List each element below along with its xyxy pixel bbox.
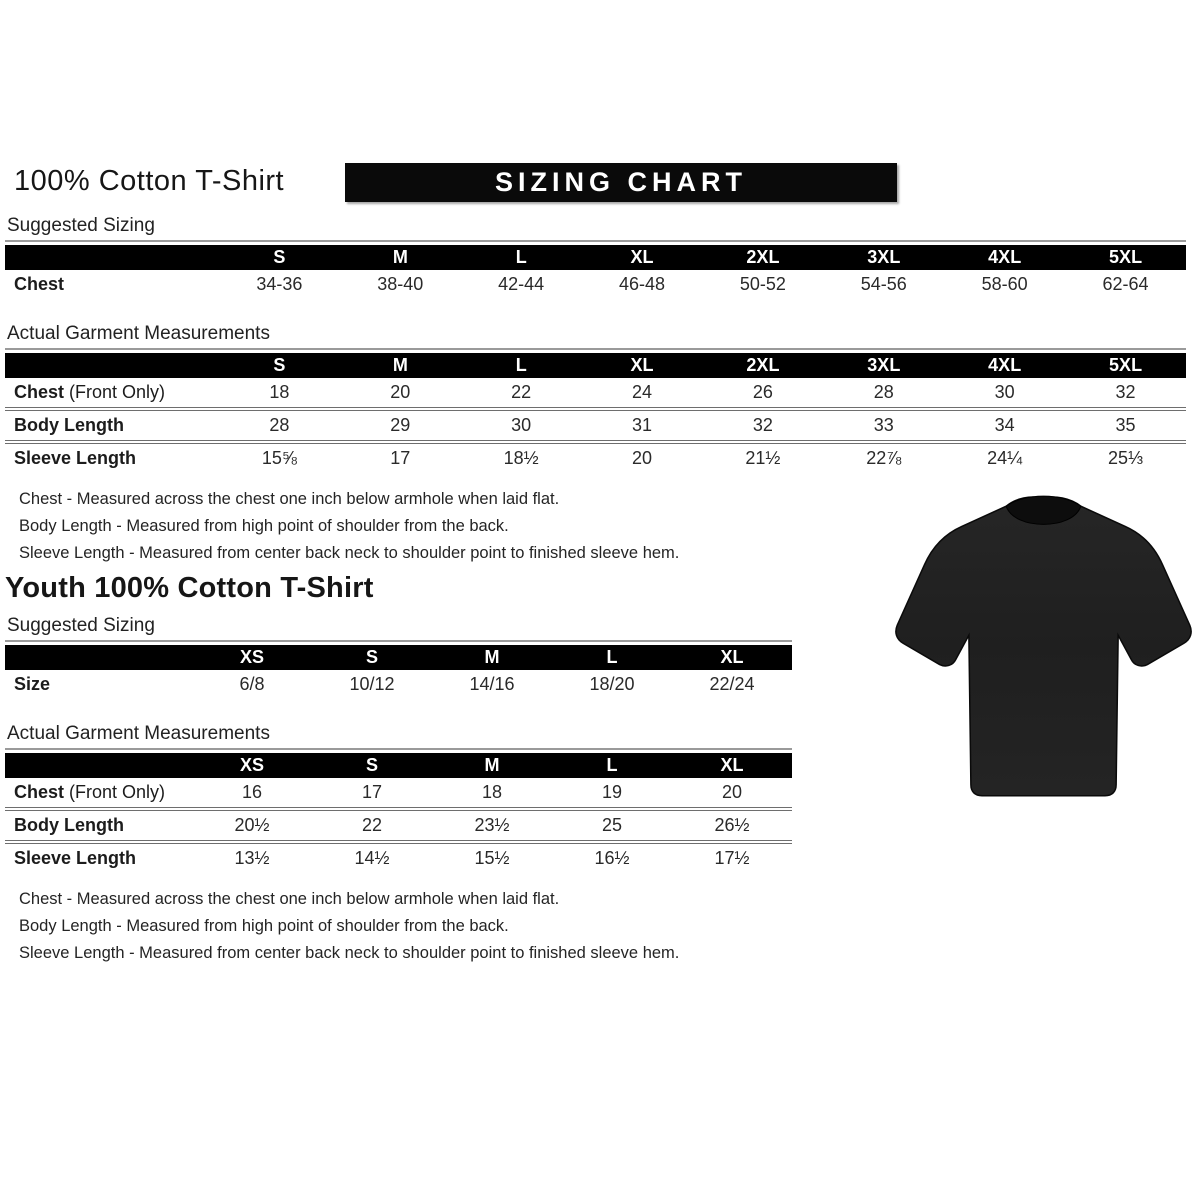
measurement-value: 20 <box>721 782 743 802</box>
measurement-value: 26 <box>752 382 773 402</box>
size-header-row <box>5 353 1186 378</box>
measurement-value: 28 <box>873 382 894 402</box>
measurement-row-label: Sleeve Length <box>5 842 192 873</box>
measurement-value: 30 <box>461 409 582 442</box>
youth-suggested-sizing-table <box>5 645 792 699</box>
measurement-value: 18 <box>269 382 290 402</box>
measurement-value: 35 <box>1065 409 1186 442</box>
measurement-value: 58-60 <box>981 274 1028 294</box>
measurement-value: 18 <box>481 782 503 802</box>
measurement-value: 13½ <box>192 842 312 873</box>
measurement-value: 22/24 <box>709 674 755 694</box>
measurement-value: 31 <box>582 409 703 442</box>
size-column-header: XS <box>192 753 312 778</box>
measurement-row <box>5 778 792 809</box>
page-title: 100% Cotton T-Shirt <box>14 165 285 197</box>
measurement-row <box>5 378 1186 409</box>
note-chest: Chest - Measured across the chest one inch below armhole when laid flat. <box>19 890 560 908</box>
note-chest: Chest - Measured across the chest one inch below armhole when laid flat. <box>19 490 560 508</box>
youth-measurement-notes <box>19 886 792 967</box>
measurement-row-label: Chest <box>14 274 65 294</box>
measurement-value: 26½ <box>672 809 792 842</box>
measurement-value: 24 <box>632 382 653 402</box>
measurement-value: 19 <box>601 782 623 802</box>
size-header-row <box>5 645 792 670</box>
measurement-row <box>5 270 1186 299</box>
size-column-header: XL <box>582 245 703 270</box>
measurement-value: 32 <box>703 409 824 442</box>
youth-suggested-sizing-label: Suggested Sizing <box>5 615 792 642</box>
size-column-header: M <box>340 353 461 378</box>
size-header-row <box>5 245 1186 270</box>
note-sleeve-length: Sleeve Length - Measured from center back neck to shoulder point to finished sleeve hem. <box>19 944 680 962</box>
size-header-spacer <box>5 645 192 670</box>
size-column-header: M <box>432 753 552 778</box>
size-column-header: XL <box>672 645 792 670</box>
measurement-value: 15⅝ <box>219 442 340 473</box>
measurement-value: 20 <box>390 382 411 402</box>
size-column-header: 4XL <box>944 353 1065 378</box>
measurement-value: 16 <box>241 782 263 802</box>
size-column-header: L <box>552 645 672 670</box>
measurement-value: 18½ <box>461 442 582 473</box>
size-column-header: 2XL <box>703 353 824 378</box>
measurement-value: 17 <box>340 442 461 473</box>
size-column-header: L <box>552 753 672 778</box>
measurement-value: 32 <box>1115 382 1136 402</box>
page-header <box>0 163 1200 205</box>
adult-actual-measurements-table <box>5 353 1186 473</box>
measurement-value: 17½ <box>672 842 792 873</box>
size-column-header: XS <box>192 645 312 670</box>
size-column-header: S <box>219 353 340 378</box>
measurement-value: 22 <box>511 382 532 402</box>
measurement-value: 16½ <box>552 842 672 873</box>
size-header-spacer <box>5 753 192 778</box>
measurement-value: 21½ <box>703 442 824 473</box>
measurement-value: 15½ <box>432 842 552 873</box>
youth-actual-measurements-label: Actual Garment Measurements <box>5 723 792 750</box>
measurement-row <box>5 670 792 699</box>
size-column-header: L <box>461 353 582 378</box>
measurement-row <box>5 809 792 842</box>
measurement-row-label: Chest (Front Only) <box>14 782 166 802</box>
measurement-row-label: Body Length <box>5 409 219 442</box>
size-column-header: S <box>312 645 432 670</box>
measurement-value: 20 <box>582 442 703 473</box>
adult-suggested-sizing-table <box>5 245 1186 299</box>
size-column-header: XL <box>582 353 703 378</box>
measurement-row <box>5 409 1186 442</box>
youth-actual-measurements-table <box>5 753 792 873</box>
measurement-value: 29 <box>340 409 461 442</box>
size-column-header: 2XL <box>703 245 824 270</box>
note-sleeve-length: Sleeve Length - Measured from center back neck to shoulder point to finished sleeve hem. <box>19 544 680 562</box>
measurement-value: 62-64 <box>1102 274 1149 294</box>
adult-suggested-sizing-label: Suggested Sizing <box>5 215 1186 242</box>
measurement-value: 42-44 <box>498 274 545 294</box>
sizing-chart-banner <box>345 163 897 202</box>
size-header-spacer <box>5 353 219 378</box>
measurement-value: 14/16 <box>469 674 515 694</box>
measurement-value: 50-52 <box>739 274 786 294</box>
youth-section-title: Youth 100% Cotton T-Shirt <box>5 572 374 604</box>
youth-sizing-section <box>5 615 792 967</box>
measurement-value: 25⅓ <box>1065 442 1186 473</box>
size-column-header: 3XL <box>823 245 944 270</box>
size-header-row <box>5 753 792 778</box>
measurement-value: 24¼ <box>944 442 1065 473</box>
size-column-header: 5XL <box>1065 245 1186 270</box>
measurement-value: 17 <box>361 782 383 802</box>
measurement-value: 25 <box>552 809 672 842</box>
size-column-header: L <box>461 245 582 270</box>
measurement-value: 14½ <box>312 842 432 873</box>
tshirt-image <box>890 482 1195 830</box>
measurement-value: 6/8 <box>239 674 265 694</box>
measurement-row-label: Size <box>14 674 51 694</box>
measurement-value: 22 <box>312 809 432 842</box>
measurement-value: 33 <box>823 409 944 442</box>
tshirt-body-shape <box>896 497 1191 796</box>
tshirt-product-photo <box>890 482 1195 830</box>
measurement-value: 22⅞ <box>823 442 944 473</box>
adult-actual-measurements-label: Actual Garment Measurements <box>5 323 1186 350</box>
sizing-chart-banner-text: SIZING CHART <box>495 167 747 197</box>
size-column-header: 4XL <box>944 245 1065 270</box>
measurement-row-label: Body Length <box>5 809 192 842</box>
note-body-length: Body Length - Measured from high point of shoulder from the back. <box>19 517 509 535</box>
size-column-header: 5XL <box>1065 353 1186 378</box>
measurement-value: 30 <box>994 382 1015 402</box>
measurement-value: 23½ <box>432 809 552 842</box>
measurement-row-label: Chest (Front Only) <box>14 382 166 402</box>
measurement-row <box>5 842 792 873</box>
measurement-row <box>5 442 1186 473</box>
note-body-length: Body Length - Measured from high point of shoulder from the back. <box>19 917 509 935</box>
measurement-row-label: Sleeve Length <box>5 442 219 473</box>
size-column-header: S <box>312 753 432 778</box>
measurement-value: 34 <box>944 409 1065 442</box>
measurement-value: 10/12 <box>349 674 395 694</box>
size-header-spacer <box>5 245 219 270</box>
measurement-value: 28 <box>219 409 340 442</box>
measurement-value: 20½ <box>192 809 312 842</box>
measurement-value: 46-48 <box>619 274 666 294</box>
measurement-value: 34-36 <box>256 274 303 294</box>
size-column-header: XL <box>672 753 792 778</box>
measurement-value: 38-40 <box>377 274 424 294</box>
size-column-header: M <box>340 245 461 270</box>
size-column-header: S <box>219 245 340 270</box>
size-column-header: M <box>432 645 552 670</box>
measurement-value: 18/20 <box>589 674 635 694</box>
size-column-header: 3XL <box>823 353 944 378</box>
measurement-value: 54-56 <box>860 274 907 294</box>
